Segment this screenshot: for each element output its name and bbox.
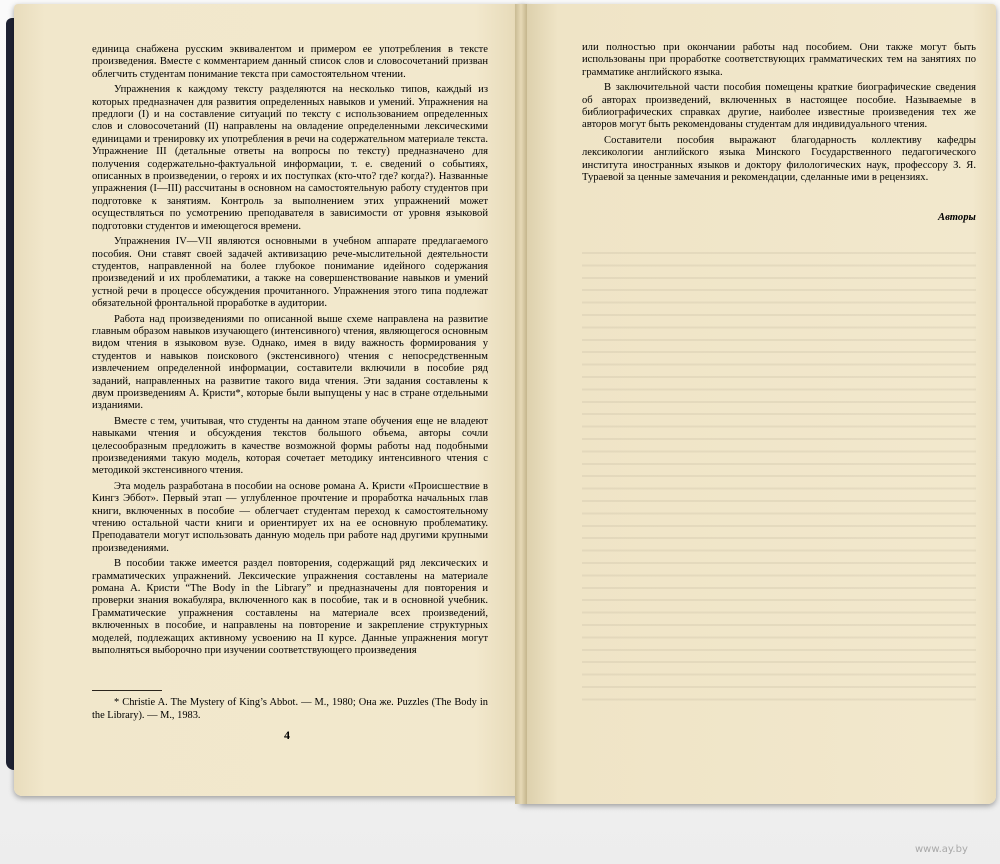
right-paragraph: В заключительной части пособия помещены краткие биографические сведения об авторах произведений, включенных в настоящее пособие. Называемые в библиографических справках другие, наиболее известные произведения тех же авторов могут быть рекомендованы студентам для индивидуального чтения. [582,82,976,131]
bleed-through-texture [582,245,976,705]
footnote-rule [92,690,162,691]
left-paragraph: Работа над произведениями по описанной выше схеме направлена на развитие главным образом навыков изучающего (интенсивного) чтения, являющегося основным видом чтения в языковом вузе. Однако, имея в виду важность формирования у студентов и навыков поискового (экстенсивного) чтения с непосредственным извлечением определенной информации, составители включили в пособие ряд заданий, направленных на развитие такого вида чтения. Эти задания составлены к двум произведениям А. Кристи*, которые были выпущены у нас в стране отдельными изданиями. [92,313,488,412]
left-paragraph: Вместе с тем, учитывая, что студенты на данном этапе обучения еще не владеют навыками чтения и обсуждения текстов большого объема, авторы сочли целесообразным предложить в качестве возможной формы работы над подобными произведениями такую модель, которая сочетает методику интенсивного чтения с методикой экстенсивного чтения. [92,415,488,477]
site-watermark: www.ay.by [915,844,968,855]
page-number: 4 [284,728,290,742]
right-paragraph: Составители пособия выражают благодарность коллективу кафедры лексикологии английского языка Минского Государственного педагогического института иностранных языков и доктору филологических наук, профессору З. Я. Тураевой за ценные замечания и рекомендации, сделанные ими в рецензиях. [582,134,976,184]
right-page-text [582,42,976,187]
left-paragraph: Упражнения IV—VII являются основными в учебном аппарате предлагаемого пособия. Они ставят своей задачей активизацию рече-мыслительной деятельности студентов, направленной на более глубокое понимание идейного содержания произведений и их проблематики, а также на совершенствование навыков и умений устной речи в процессе обсуждения прочитанного. Упражнения этого типа подлежат обязательной фронтальной проработке в аудитории. [92,236,488,310]
footnote: * Christie A. The Mystery of King’s Abbot. — M., 1980; Она же. Puzzles (The Body in the Library). — M., 1983. [92,697,488,721]
left-paragraph: единица снабжена русским эквивалентом и примером ее употребления в тексте произведения. Вместе с комментарием данный список слов и словосочетаний призван облегчить студентам понимание текста при самостоятельном чтении. [92,44,488,80]
left-paragraph: Эта модель разработана в пособии на основе романа А. Кристи «Происшествие в Кингз Эббот». Первый этап — углубленное прочтение и проработка начальных глав книги, включенных в пособие — облегчает студентам переход к самостоятельному чтению остальной части книги и ориентирует их на ее основную проблематику. Преподаватели могут использовать данную модель при работе над другими крупными произведениями. [92,480,488,554]
left-paragraph: Упражнения к каждому тексту разделяются на несколько типов, каждый из которых предназначен для развития определенных навыков и умений. Упражнения на предлоги (I) и на составление ситуаций по тексту с использованием определенных слов и словосочетаний (II) направлены на овладение определенными лексическими единицами и тренировку их употребления в речи на содержательном материале текста. Упражнение III (детальные ответы на вопросы по тексту) предназначено для получения содержательно-фактуальной информации, т. е. сведений о событиях, описанных в произведении, о героях и их поступках (кто-что? где? когда?). Названные упражнения (I—III) рассчитаны в основном на самостоятельную работу студентов при подготовке к занятиям. Контроль за выполнением этих упражнений может осуществляться по усмотрению преподавателя в зависимости от уровня языковой подготовки студентов и имеющегося времени. [92,84,488,232]
right-paragraph: или полностью при окончании работы над пособием. Они также могут быть использованы при проработке соответствующих грамматических тем на занятиях по грамматике английского языка. [582,42,976,78]
left-paragraph: В пособии также имеется раздел повторения, содержащий ряд лексических и грамматических упражнений. Лексические упражнения составлены на материале романа А. Кристи “The Body in the Library” и предназначены для повторения и проверки знания вокабуляра, включенного как в пособие, так и в основной учебник. Грамматические упражнения составлены на материале всех произведений, включенных в пособие, и направлены на повторение и закрепление структурных моделей, подлежащих активному усвоению на II курсе. Данные упражнения могут выполняться выборочно при изучении соответствующего произведения [92,558,488,657]
left-page-text [92,44,488,661]
book-spine [515,4,527,804]
authors-signature: Авторы [938,212,976,223]
